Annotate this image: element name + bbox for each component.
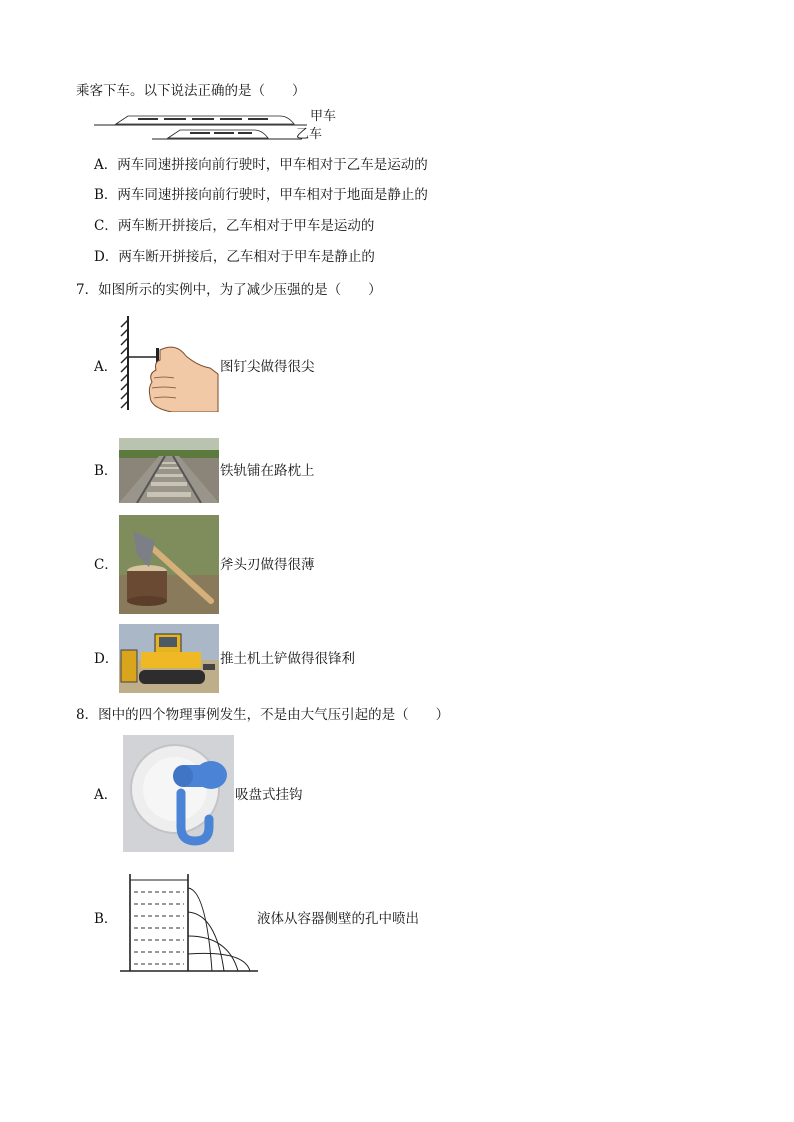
q8-stem: 8．图中的四个物理事例发生，不是由大气压引起的是（ ） [76,707,450,723]
q6-option-c: C．两车断开拼接后，乙车相对于甲车是运动的 [94,218,375,234]
q7-stem: 7．如图所示的实例中，为了减少压强的是（ ） [76,282,382,298]
q8-option-b-letter: B． [94,911,118,927]
q7-option-b-letter: B． [94,463,118,479]
q7-option-a-letter: A． [94,359,118,375]
suction-hook-photo [123,735,234,852]
q8-option-a-letter: A． [94,787,118,803]
train-a-label: 甲车 [310,109,337,124]
q6-intro: 乘客下车。以下说法正确的是（ ） [76,83,306,99]
q6-option-a: A．两车同速拼接向前行驶时，甲车相对于乙车是运动的 [94,157,428,173]
pushpin-svg [120,312,220,412]
axe-photo [119,515,219,614]
train-diagram [92,108,344,144]
pushpin-figure [120,312,220,412]
railway-photo [119,438,219,503]
q7-option-a-text: 图钉尖做得很尖 [220,359,315,375]
q7-option-b-text: 铁轨铺在路枕上 [220,463,315,479]
q8-option-b-text: 液体从容器侧壁的孔中喷出 [257,911,419,927]
bulldozer-photo [119,624,219,693]
q7-option-c-text: 斧头刃做得很薄 [220,557,315,573]
train-b-label: 乙车 [296,127,323,142]
container-jets-figure [120,870,260,974]
q7-option-c-letter: C． [94,557,118,573]
q7-option-d-text: 推土机土铲做得很锋利 [220,651,355,667]
q8-option-a-text: 吸盘式挂钩 [235,787,303,803]
q6-option-d: D．两车断开拼接后，乙车相对于甲车是静止的 [94,249,375,265]
q6-option-b: B．两车同速拼接向前行驶时，甲车相对于地面是静止的 [94,187,428,203]
q7-option-d-letter: D． [94,651,119,667]
